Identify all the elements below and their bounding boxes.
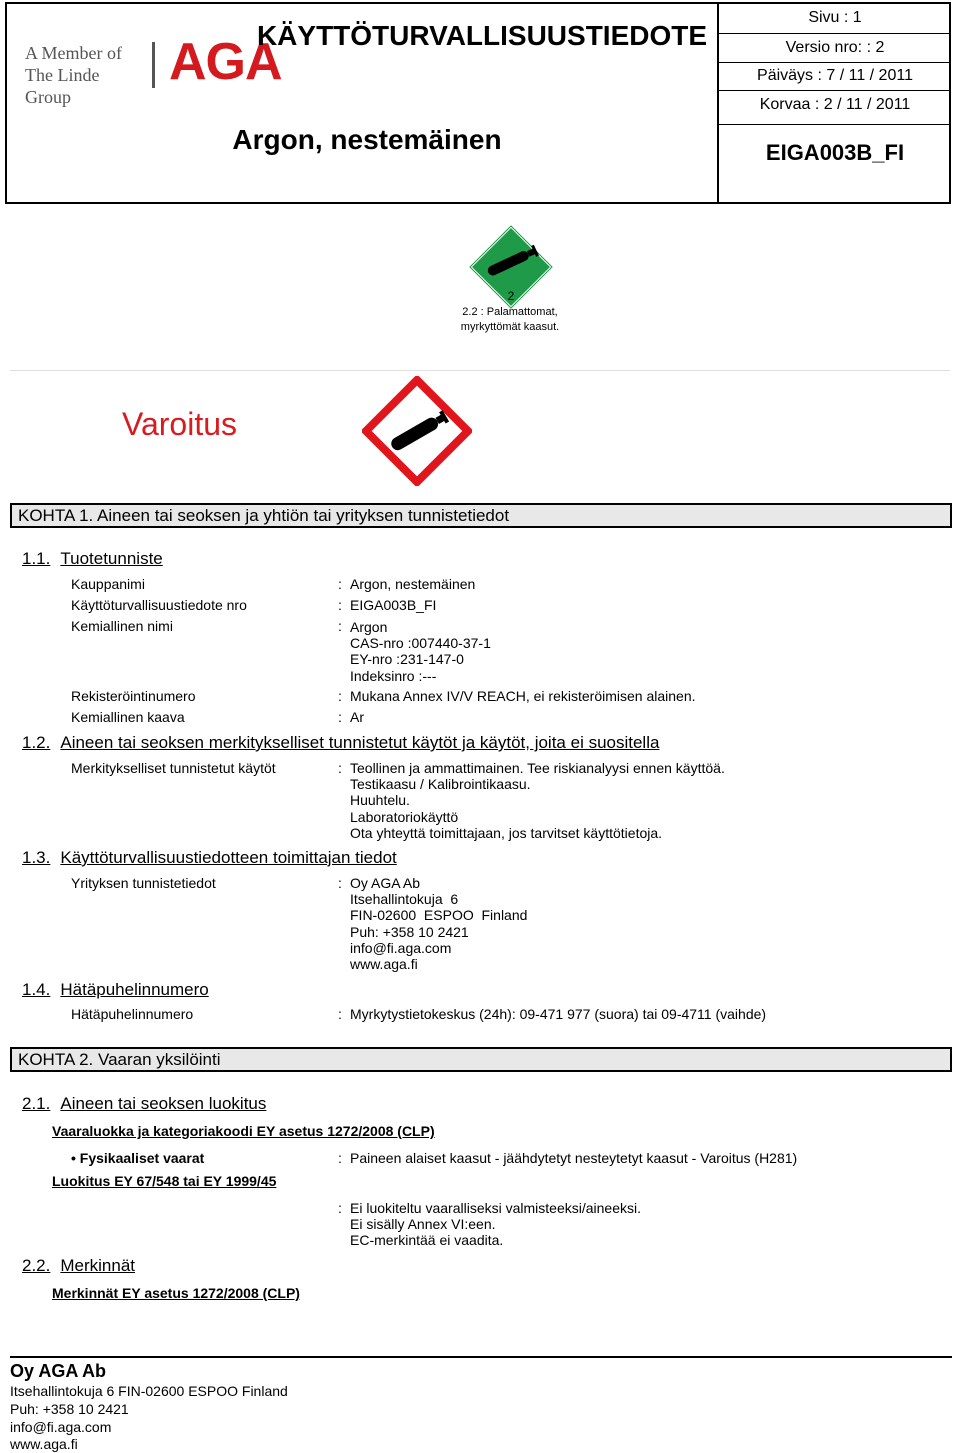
company-logo: [7, 4, 282, 124]
subsection-2-2: 2.2. Merkinnät: [22, 1256, 135, 1275]
subsection-1-2: 1.2. Aineen tai seoksen merkitykselliset tunnistetut käytöt ja käytöt, joita ei suositella: [22, 733, 660, 752]
sds-number-label: Käyttöturvallisuustiedote nro: [71, 597, 247, 613]
registration-number-value: Mukana Annex IV/V REACH, ei rekisteröimisen alainen.: [350, 688, 696, 704]
trade-name-label: Kauppanimi: [71, 576, 145, 592]
product-title: Argon, nestemäinen: [232, 124, 502, 155]
section-1-bar: KOHTA 1. Aineen tai seoksen ja yhtiön tai yrityksen tunnistetiedot: [10, 503, 952, 528]
chemical-formula-value: Ar: [350, 709, 364, 725]
footer-website[interactable]: www.aga.fi: [10, 1436, 78, 1452]
issue-date: Päiväys : 7 / 11 / 2011: [757, 67, 913, 84]
subsection-2-1: 2.1. Aineen tai seoksen luokitus: [22, 1094, 267, 1113]
section-2-bar: KOHTA 2. Vaaran yksilöinti: [10, 1047, 952, 1072]
transport-class-number: 2: [507, 289, 515, 303]
sds-number-value: EIGA003B_FI: [350, 597, 437, 613]
physical-hazards-label: • Fysikaaliset vaarat: [71, 1150, 205, 1166]
logo-divider: [152, 42, 155, 88]
footer-divider: [10, 1356, 952, 1358]
signal-word: Varoitus: [122, 406, 238, 442]
chemical-name-label: Kemiallinen nimi: [71, 618, 173, 634]
uses-label: Merkitykselliset tunnistetut käytöt: [71, 760, 276, 776]
document-title: KÄYTTÖTURVALLISUUSTIEDOTE: [256, 20, 708, 51]
divider: [10, 370, 950, 371]
trade-name-value: Argon, nestemäinen: [350, 576, 476, 592]
document-code: EIGA003B_FI: [765, 140, 905, 165]
page-number: Sivu : 1: [808, 9, 862, 26]
footer-address: Itsehallintokuja 6 FIN-02600 ESPOO Finland: [10, 1383, 288, 1399]
footer-email[interactable]: info@fi.aga.com: [10, 1419, 112, 1435]
logo-member-text: A Member of The Linde Group: [25, 43, 122, 107]
chemical-formula-label: Kemiallinen kaava: [71, 709, 185, 725]
subsection-1-4: 1.4. Hätäpuhelinnumero: [22, 980, 209, 999]
dsd-heading: Luokitus EY 67/548 tai EY 1999/45: [52, 1173, 277, 1189]
footer-phone: Puh: +358 10 2421: [10, 1401, 129, 1417]
ghs04-gas-cylinder-icon: [362, 376, 472, 486]
replaces-date: Korvaa : 2 / 11 / 2011: [759, 96, 911, 113]
emergency-value: Myrkytystietokeskus (24h): 09-471 977 (suora) tai 09-4711 (vaihde): [350, 1006, 767, 1022]
transport-caption: 2.2 : Palamattomat, myrkyttömät kaasut.: [460, 306, 560, 333]
logo-brand: AGA: [169, 33, 282, 91]
uses-value: Teollinen ja ammattimainen. Tee riskianalyysi ennen käyttöä. Testikaasu / Kalibrointikaasu. Huuhtelu. Laboratoriokäyttö Ota yhteyttä toimittajaan, jos tarvitset käyttötietoja.: [350, 760, 725, 841]
supplier-label: Yrityksen tunnistetiedot: [71, 875, 216, 891]
subsection-1-1: 1.1. Tuotetunniste: [22, 549, 163, 568]
physical-hazards-value: Paineen alaiset kaasut - jäähdytetyt nesteytetyt kaasut - Varoitus (H281): [350, 1150, 798, 1166]
clp-heading: Vaaraluokka ja kategoriakoodi EY asetus 1272/2008 (CLP): [52, 1123, 435, 1139]
subsection-1-3: 1.3. Käyttöturvallisuustiedotteen toimittajan tiedot: [22, 848, 397, 867]
emergency-label: Hätäpuhelinnumero: [71, 1006, 194, 1022]
footer-company: Oy AGA Ab: [10, 1361, 107, 1381]
dsd-value: Ei luokiteltu vaaralliseksi valmisteeksi/aineeksi. Ei sisälly Annex VI:een. EC-merkintää ei vaadita.: [350, 1200, 642, 1249]
chemical-name-value: Argon CAS-nro :007440-37-1 EY-nro :231-147-0 Indeksinro :---: [350, 619, 491, 684]
registration-number-label: Rekisteröintinumero: [71, 688, 196, 704]
document-meta: [717, 4, 951, 202]
gas-cylinder-diamond-green-icon: [468, 224, 554, 310]
labels-heading: Merkinnät EY asetus 1272/2008 (CLP): [52, 1285, 300, 1301]
supplier-value: Oy AGA Ab Itsehallintokuja 6 FIN-02600 ESPOO Finland Puh: +358 10 2421 info@fi.aga.com www.aga.fi: [350, 875, 528, 973]
document-header: [5, 2, 951, 204]
version-number: Versio nro: : 2: [785, 39, 885, 56]
